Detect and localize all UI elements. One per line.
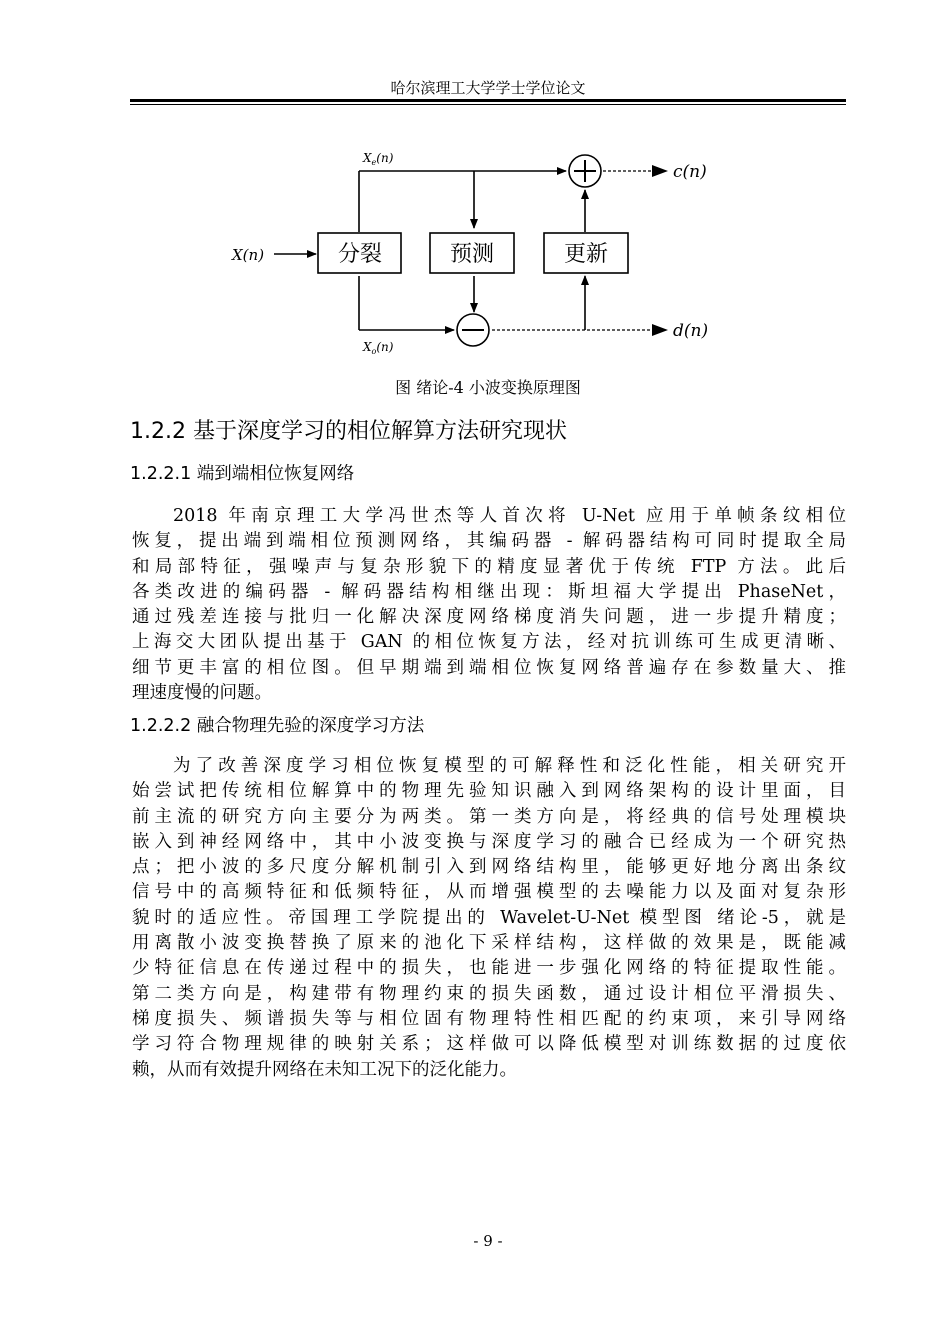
text-line: 各类改进的编码器 - 解码器结构相继出现：斯坦福大学提出 PhaseNet， [132,581,846,602]
page-number: - 9 - [473,1232,503,1250]
c-output-label: c(n) [673,162,707,182]
text-line: 始尝试把传统相位解算中的物理先验知识融入到网络架构的设计里面，目 [132,781,846,802]
text-line: 信号中的高频特征和低频特征，从而增强模型的去噪能力以及面对复杂形 [132,882,846,903]
header-rule-thin [130,104,846,105]
c-arrowhead [652,165,668,177]
text-line: 学习符合物理规律的映射关系；这样做可以降低模型对训练数据的过度依 [132,1034,846,1055]
text-line: 2018 年南京理工大学冯世杰等人首次将 U-Net 应用于单帧条纹相位 [173,506,846,526]
section-heading: 1.2.2 基于深度学习的相位解算方法研究现状 [130,419,567,444]
figure-caption: 图 绪论-4 小波变换原理图 [395,378,581,397]
split-box-label: 分裂 [337,242,383,267]
subsection-1-heading: 1.2.2.1 端到端相位恢复网络 [130,464,355,484]
text-line: 用离散小波变换替换了原来的池化下采样结构，这样做的效果是，既能减 [132,933,846,954]
paragraph-1 [132,504,846,706]
odd-signal-label: $X_o(n)$ [363,340,394,356]
even-signal-label: $X_e(n)$ [363,151,394,167]
text-line: 前主流的研究方向主要分为两类。第一类方向是，将经典的信号处理模块 [132,806,846,827]
predict-box-label: 预测 [449,242,495,267]
paragraph-2 [132,754,846,1083]
text-line: 为了改善深度学习相位恢复模型的可解释性和泛化性能，相关研究开 [173,756,846,776]
text-line: 少特征信息在传递过程中的损失，也能进一步强化网络的特征提取性能。 [132,958,846,979]
text-line: 点；把小波的多尺度分解机制引入到网络结构里，能够更好地分离出条纹 [132,857,846,878]
text-line: 第二类方向是，构建带有物理约束的损失函数，通过设计相位平滑损失、 [132,983,846,1004]
input-signal-label: X(n) [232,246,265,264]
text-line: 通过残差连接与批归一化解决深度网络梯度消失问题，进一步提升精度； [132,607,846,628]
running-header: 哈尔滨理工大学学士学位论文 [390,79,586,97]
text-line: 梯度损失、频谱损失等与相位固有物理特性相匹配的约束项，来引导网络 [132,1008,846,1029]
text-line: 恢复，提出端到端相位预测网络，其编码器 - 解码器结构可同时提取全局 [132,531,846,552]
text-line: 细节更丰富的相位图。但早期端到端相位恢复网络普遍存在参数量大、推 [132,657,846,678]
text-line: 貌时的适应性。帝国理工学院提出的 Wavelet-U-Net 模型图 绪论-5，就是 [132,907,846,928]
subsection-2-heading: 1.2.2.2 融合物理先验的深度学习方法 [130,716,425,736]
text-line: 嵌入到神经网络中，其中小波变换与深度学习的融合已经成为一个研究热 [132,831,846,852]
d-output-label: d(n) [673,321,709,341]
wavelet-lifting-diagram [222,140,722,360]
text-line: 上海交大团队提出基于 GAN 的相位恢复方法，经对抗训练可生成更清晰、 [132,632,846,653]
update-box-label: 更新 [563,242,609,267]
d-arrowhead [652,324,668,336]
text-line: 赖，从而有效提升网络在未知工况下的泛化能力。 [132,1059,517,1080]
header-rule-thick [130,99,846,102]
text-line: 理速度慢的问题。 [132,683,272,704]
text-line: 和局部特征，强噪声与复杂形貌下的精度显著优于传统 FTP 方法。此后 [132,556,846,577]
